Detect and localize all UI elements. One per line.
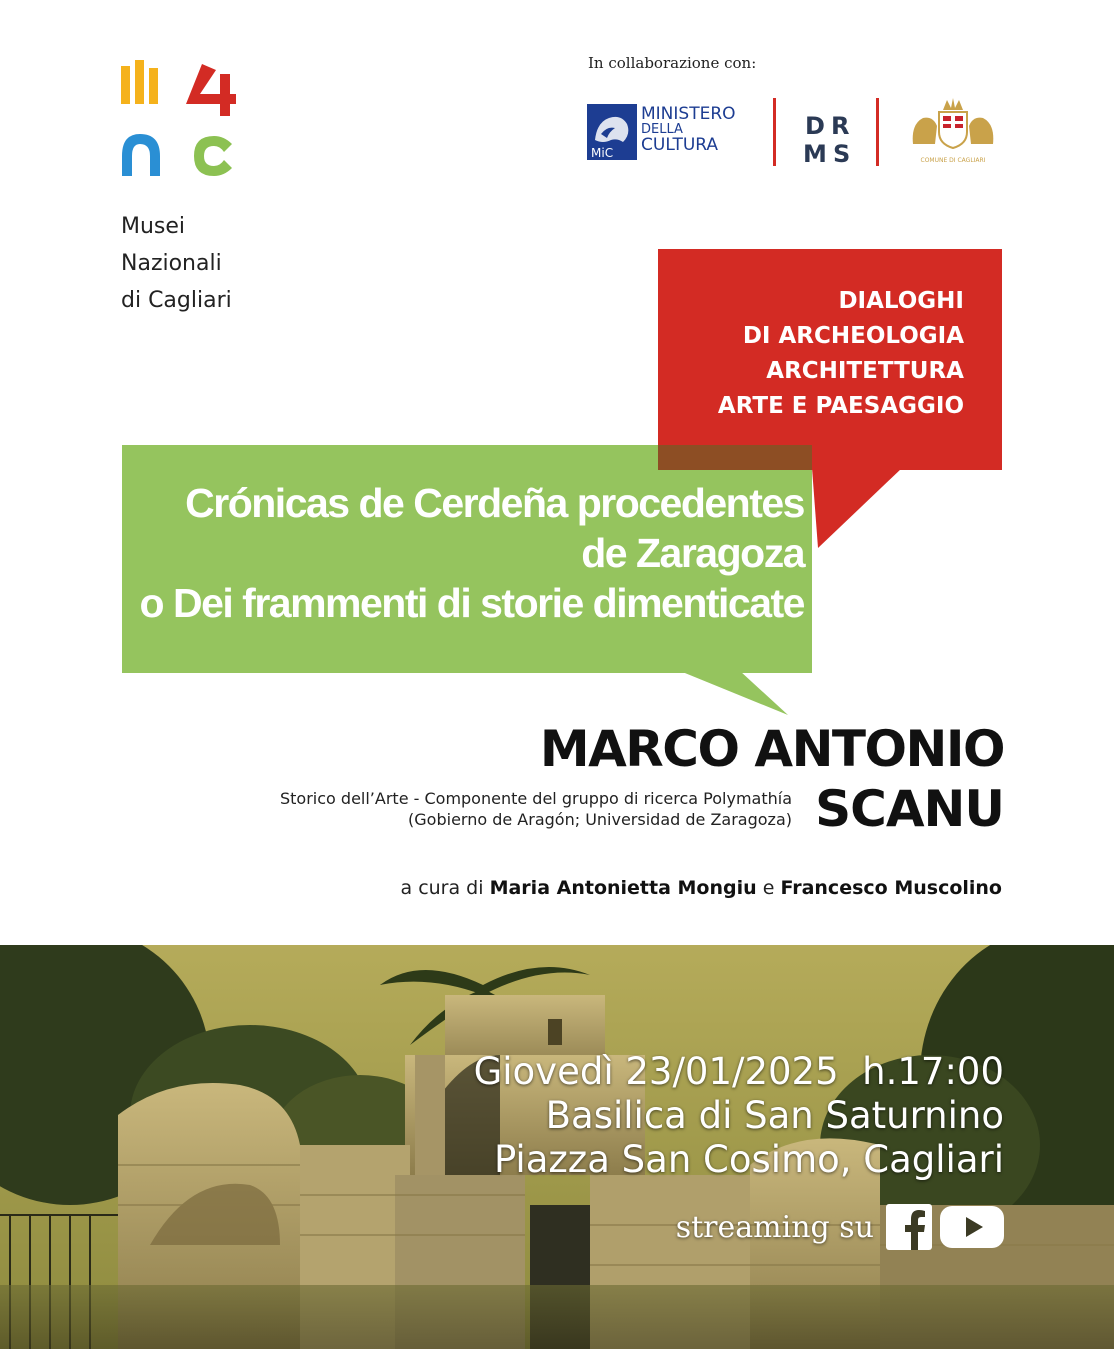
lion-right-icon: [969, 118, 993, 144]
collaboration-label: In collaborazione con:: [588, 54, 757, 72]
box-overlap: [658, 445, 812, 470]
crown-icon: [943, 98, 963, 110]
ministry-emblem-icon: [587, 104, 637, 160]
speaker-surname: SCANU: [815, 780, 1004, 838]
curators: [401, 877, 1002, 899]
curators-prefix: a cura di: [400, 877, 484, 899]
talk-title: [122, 478, 804, 628]
series-title-line: DIALOGHI: [838, 288, 964, 314]
logo-divider: [876, 98, 879, 166]
ministry-logo: [587, 104, 757, 162]
talk-title-line: de Zaragoza: [581, 530, 804, 576]
curators-conjunction: e: [762, 877, 775, 899]
event-info: [474, 1050, 1004, 1182]
museum-name-line: Musei: [121, 214, 186, 239]
drms-logo: [803, 110, 857, 164]
facebook-icon[interactable]: [886, 1204, 932, 1250]
talk-title-line: o Dei frammenti di storie dimenticate: [139, 580, 804, 626]
museum-name: [121, 208, 321, 319]
series-title-line: ARCHITETTURA: [766, 358, 964, 384]
drms-letter: R: [831, 112, 850, 140]
speaker-name: MARCO ANTONIO: [539, 720, 1004, 778]
logo-divider: [773, 98, 776, 166]
streaming-label: streaming su: [675, 1209, 874, 1245]
lion-left-icon: [913, 118, 937, 144]
talk-box-tail: [680, 671, 790, 716]
curator-name: Francesco Muscolino: [780, 877, 1002, 899]
comune-label: COMUNE DI CAGLIARI: [920, 157, 986, 164]
event-venue: Basilica di San Saturnino: [545, 1094, 1004, 1137]
comune-cagliari-logo: [905, 96, 1001, 166]
museum-name-line: di Cagliari: [121, 288, 232, 313]
series-box-tail: [812, 468, 902, 550]
speaker-role-line: Storico dell’Arte - Componente del gruppo di ricerca Polymathía: [280, 789, 792, 808]
museum-logo-icon: [120, 60, 240, 180]
speaker-role: [280, 788, 792, 830]
event-date-time: Giovedì 23/01/2025 h.17:00: [473, 1050, 1004, 1093]
streaming-row: [676, 1203, 1004, 1251]
ministry-line: DELLA: [641, 122, 683, 137]
museum-name-line: Nazionali: [121, 251, 222, 276]
drms-letter: D: [805, 112, 825, 140]
series-title-line: DI ARCHEOLOGIA: [742, 323, 964, 349]
ministry-line: CULTURA: [641, 135, 719, 155]
ministry-badge: MiC: [591, 146, 614, 160]
curator-name: Maria Antonietta Mongiu: [489, 877, 757, 899]
drms-letter: M: [803, 140, 827, 164]
series-title: [634, 284, 964, 424]
ministry-line: MINISTERO: [641, 104, 736, 124]
series-title-line: ARTE E PAESAGGIO: [717, 393, 964, 419]
drms-letter: S: [833, 140, 851, 164]
speaker-role-line: (Gobierno de Aragón; Universidad de Zaragoza): [408, 810, 792, 829]
talk-title-line: Crónicas de Cerdeña procedentes: [185, 480, 804, 526]
youtube-icon[interactable]: [940, 1204, 1004, 1250]
ministry-text: [641, 106, 736, 154]
event-address: Piazza San Cosimo, Cagliari: [493, 1138, 1004, 1181]
